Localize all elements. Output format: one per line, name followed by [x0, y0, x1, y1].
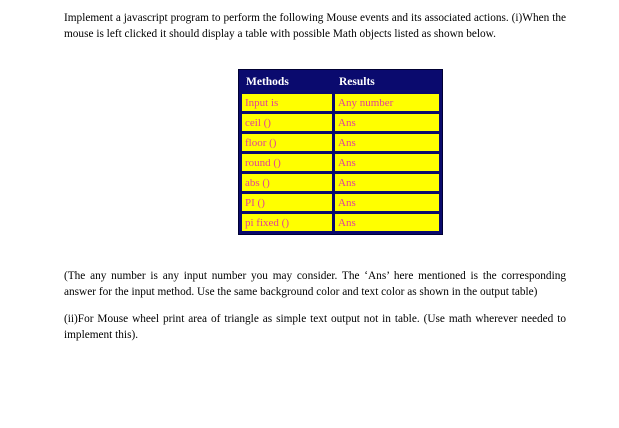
table-row [242, 154, 439, 171]
table-row [242, 194, 439, 211]
result-cell: Any number [335, 94, 439, 111]
note-paragraph: (The any number is any input number you may consider. The ‘Ans’ here mentioned is the corresponding answer for the input method. Use the same background color and text color as shown in the output table) [64, 270, 566, 298]
result-cell: Ans [335, 214, 439, 231]
table-row [242, 94, 439, 111]
method-cell: Input is [242, 94, 332, 111]
result-cell: Ans [335, 154, 439, 171]
part-two-paragraph: (ii)For Mouse wheel print area of triangle as simple text output not in table. (Use math wherever needed to implement this). [64, 313, 566, 341]
method-cell: ceil () [242, 114, 332, 131]
method-cell: round () [242, 154, 332, 171]
intro-paragraph: Implement a javascript program to perform the following Mouse events and its associated actions. (i)When the mouse is left clicked it should display a table with possible Math objects listed as shown below. [64, 12, 566, 40]
math-methods-table [238, 69, 443, 235]
method-cell: pi fixed () [242, 214, 332, 231]
table-row [242, 114, 439, 131]
header-results: Results [335, 73, 439, 91]
table-row [242, 174, 439, 191]
method-cell: PI () [242, 194, 332, 211]
result-cell: Ans [335, 174, 439, 191]
method-cell: floor () [242, 134, 332, 151]
method-cell: abs () [242, 174, 332, 191]
result-cell: Ans [335, 114, 439, 131]
table-row [242, 134, 439, 151]
result-cell: Ans [335, 194, 439, 211]
table-row [242, 214, 439, 231]
table-header-row [242, 73, 439, 91]
result-cell: Ans [335, 134, 439, 151]
header-methods: Methods [242, 73, 332, 91]
